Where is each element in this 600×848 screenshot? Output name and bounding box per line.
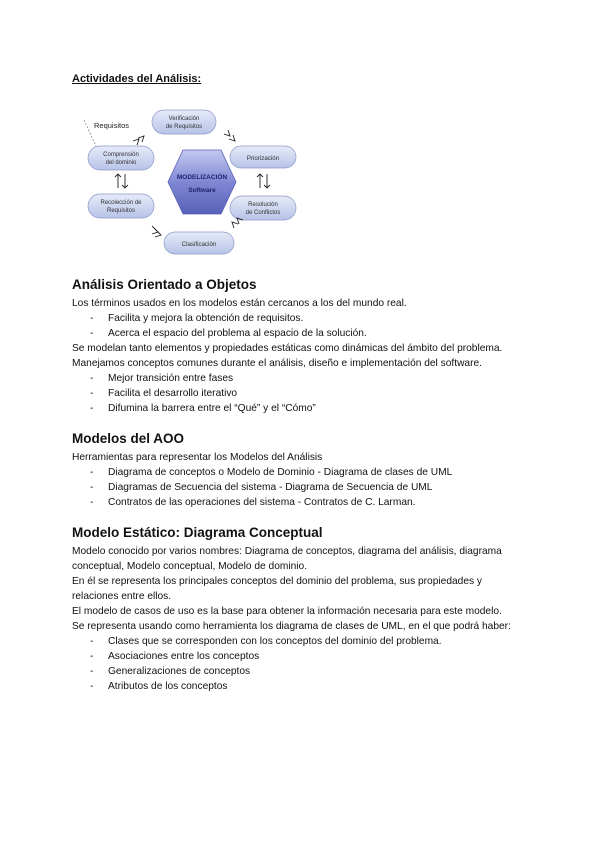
section-title: Modelos del AOO [72,431,185,446]
list-item: - Facilita el desarrollo iterativo [72,386,530,401]
paragraph: El modelo de casos de uso es la base para obtener la información necesaria para este modelo. [72,606,502,617]
paragraph: Los términos usados en los modelos están cercanos a los del mundo real. [72,298,407,309]
list-item: - Diagrama de conceptos o Modelo de Dominio - Diagrama de clases de UML [72,465,530,480]
section-title: Modelo Estático: Diagrama Conceptual [72,525,323,540]
activities-heading: Actividades del Análisis: [72,73,202,85]
svg-text:Clasificación: Clasificación [181,241,217,248]
svg-text:Resolución: Resolución [248,202,278,208]
node-recoleccion [88,194,154,218]
bullet-list [72,311,530,341]
section-modelos-aoo [72,430,530,510]
list-item: - Acerca el espacio del problema al espacio de la solución. [72,326,530,341]
arrow-tr-1 [224,130,230,136]
svg-text:de Conflictos: de Conflictos [245,210,281,216]
paragraph: Se representa usando como herramienta los diagrama de clases de UML, en el que podrá haber: [72,621,511,632]
svg-text:Requisitos: Requisitos [106,208,136,214]
arrow-right-up [257,174,263,188]
document-content [72,276,530,708]
paragraph: Se modelan tanto elementos y propiedades estáticas como dinámicas del ámbito del problema. [72,343,503,354]
paragraph: En él se representa los principales conceptos del dominio del problema, sus propiedades y relaciones entre ellos. [72,576,483,602]
svg-text:de Requisitos: de Requisitos [165,124,203,130]
svg-text:Comprensión: Comprensión [103,152,139,158]
list-item: - Difumina la barrera entre el “Qué” y el “Cómo” [72,401,530,416]
arrow-br-1 [232,222,238,228]
svg-text:Verificación: Verificación [168,116,200,122]
diagram-svg [78,108,308,266]
list-item: - Mejor transición entre fases [72,371,530,386]
svg-text:MODELIZACIÓN: MODELIZACIÓN [176,174,228,181]
arrow-left-up [115,174,121,188]
list-item: - Contratos de las operaciones del sistema - Contratos de C. Larman. [72,495,530,510]
list-item: - Asociaciones entre los conceptos [72,649,530,664]
node-comprension [88,146,154,170]
center-hexagon [168,150,236,214]
arrow-left-down [122,174,128,188]
node-verificacion [152,110,216,134]
arrow-right-down [264,174,270,188]
svg-text:Priorización: Priorización [246,155,280,162]
arrow-tl-2 [133,139,139,145]
arrow-bl-1 [152,226,158,234]
list-item: - Atributos de los conceptos [72,679,530,694]
paragraph: Modelo conocido por varios nombres: Diagrama de conceptos, diagrama del análisis, diagrama conceptual, Modelo conceptual, Modelo de dominio. [72,546,502,572]
list-item: - Generalizaciones de conceptos [72,664,530,679]
section-modelo-estatico [72,524,530,694]
list-item: - Diagramas de Secuencia del sistema - Diagrama de Secuencia de UML [72,480,530,495]
list-item: - Clases que se corresponden con los conceptos del dominio del problema. [72,634,530,649]
paragraph: Herramientas para representar los Modelos del Análisis [72,452,323,463]
section-title: Análisis Orientado a Objetos [72,277,257,292]
svg-text:Software: Software [188,187,216,194]
section-aoo [72,276,530,416]
bullet-list [72,465,530,510]
requisitos-label: Requisitos [94,121,130,130]
svg-text:del dominio: del dominio [105,160,137,166]
svg-text:Recolección de: Recolección de [100,200,142,206]
paragraph: Manejamos conceptos comunes durante el análisis, diseño e implementación del software. [72,358,482,369]
list-item: - Facilita y mejora la obtención de requisitos. [72,311,530,326]
bullet-list [72,371,530,416]
node-resolucion [230,196,296,220]
bullet-list [72,634,530,694]
node-clasificacion [164,232,234,254]
analysis-activities-diagram [78,108,308,266]
node-priorizacion [230,146,296,168]
